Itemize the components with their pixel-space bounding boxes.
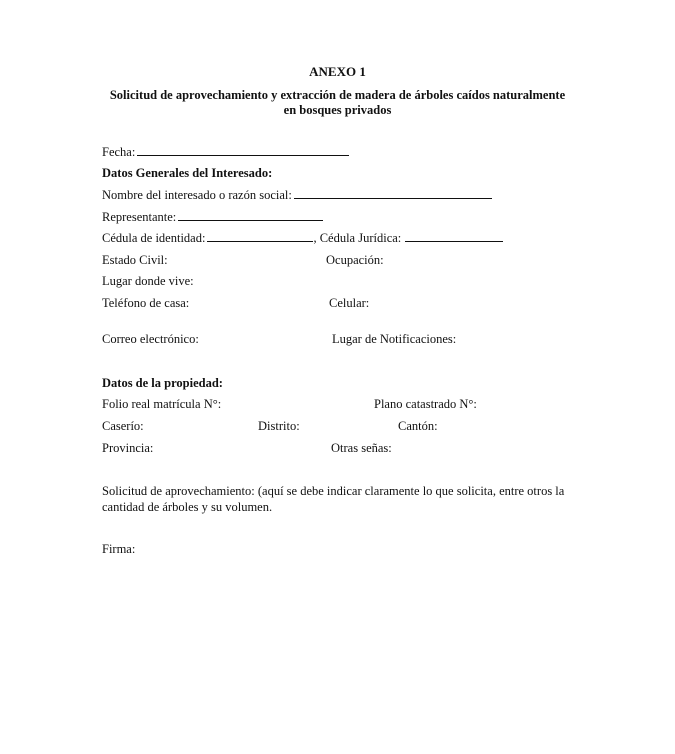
nombre-label: Nombre del interesado o razón social: — [102, 188, 292, 202]
fecha-label: Fecha: — [102, 145, 136, 159]
nombre-field[interactable] — [294, 188, 492, 199]
fecha-row — [102, 145, 349, 160]
ocupacion-label: Ocupación: — [326, 253, 384, 267]
celular-label: Celular: — [329, 296, 370, 310]
estado-civil-label: Estado Civil: — [102, 253, 168, 267]
fecha-field[interactable] — [137, 145, 349, 156]
cedula-identidad-field[interactable] — [207, 231, 313, 242]
nombre-row — [102, 188, 492, 203]
annex-title: ANEXO 1 — [309, 64, 366, 79]
otras-senas-label: Otras señas: — [331, 441, 392, 455]
cedula-row — [102, 231, 503, 246]
cedula-juridica-field[interactable] — [405, 231, 503, 242]
representante-label: Representante: — [102, 210, 177, 224]
caserio-label: Caserío: — [102, 419, 144, 433]
general-section-title: Datos Generales del Interesado: — [102, 166, 273, 180]
correo-label: Correo electrónico: — [102, 332, 199, 346]
canton-label: Cantón: — [398, 419, 438, 433]
notificaciones-label: Lugar de Notificaciones: — [332, 332, 457, 346]
folio-label: Folio real matrícula N°: — [102, 397, 222, 411]
telefono-label: Teléfono de casa: — [102, 296, 190, 310]
firma-label: Firma: — [102, 542, 136, 556]
plano-label: Plano catastrado N°: — [374, 397, 477, 411]
document-title-line2: en bosques privados — [283, 103, 392, 117]
request-text: Solicitud de aprovechamiento: (aquí se debe indicar claramente lo que solicita, entre otros la cantidad de árboles y su volumen. — [102, 484, 565, 514]
property-section-title: Datos de la propiedad: — [102, 376, 223, 390]
cedula-juridica-label: , Cédula Jurídica: — [313, 231, 402, 245]
lugar-vive-label: Lugar donde vive: — [102, 274, 194, 288]
cedula-identidad-label: Cédula de identidad: — [102, 231, 206, 245]
provincia-label: Provincia: — [102, 441, 154, 455]
representante-row — [102, 210, 323, 225]
distrito-label: Distrito: — [258, 419, 300, 433]
representante-field[interactable] — [178, 210, 323, 221]
document-title-line1: Solicitud de aprovechamiento y extracción de madera de árboles caídos naturalmente — [109, 88, 566, 102]
